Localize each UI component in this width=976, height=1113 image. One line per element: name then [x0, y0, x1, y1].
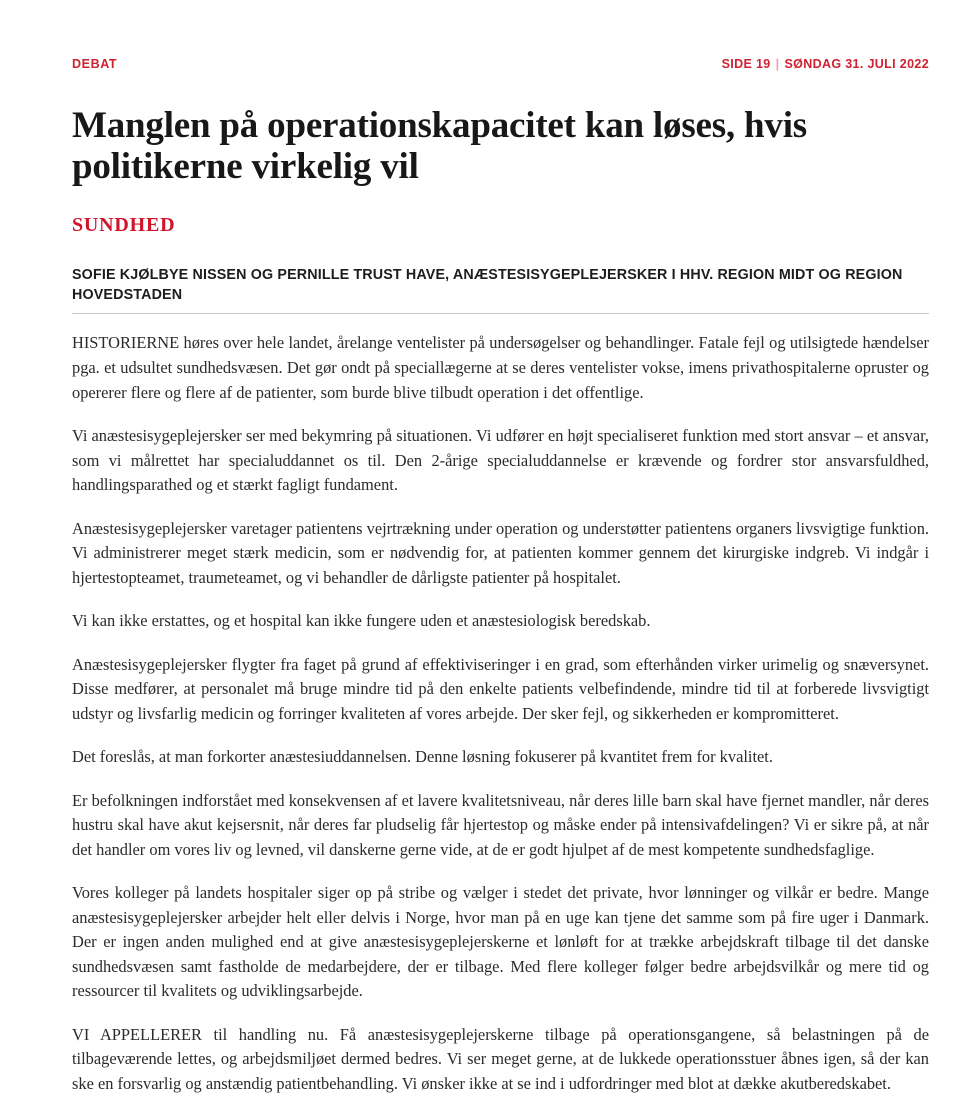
dateline-separator: |: [775, 57, 780, 71]
article-body: [72, 331, 929, 1096]
article-paragraph: Anæstesisygeplejersker flygter fra faget på grund af effektiviseringer i en grad, som efterhånden virker urimelig og snæversynet. Disse medfører, at personalet må bruge mindre tid på den enkelte patients velbefindende, mindre tid til at forberede livsvigtigt udstyr og livsfarlig medicin og forringer kvaliteten af vores arbejde. Der sker fejl, og sikkerheden er kompromitteret.: [72, 654, 929, 723]
masthead: [72, 0, 929, 79]
article-paragraph: Er befolkningen indforstået med konsekvensen af et lavere kvalitetsniveau, når deres lille barn skal have fjernet mandler, når deres hustru skal have akut kejsersnit, når deres far pludselig får hjertestop og måske ender på intensivafdelingen? Vi er sikre på, at når det handler om vores liv og levned, vil danskerne gerne vide, at de er godt hjulpet af de mest kompetente sundhedsfaglige.: [72, 790, 929, 859]
article-paragraph: Anæstesisygeplejersker varetager patientens vejrtrækning under operation og understøtter patientens organers livsvigtige funktion. Vi administrerer meget stærk medicin, som er nødvendig for, at patienten kommer gennem det kirurgiske indgreb. Vi indgår i hjertestopteamet, traumeteamet, og vi behandler de dårligste patienter på hospitalet.: [72, 518, 929, 587]
publication-date: SØNDAG 31. JULI 2022: [784, 57, 929, 71]
article-paragraph: HISTORIERNE høres over hele landet, årelange ventelister på undersøgelser og behandlinger. Fatale fejl og utilsigtede hændelser pga. et udsultet sundhedsvæsen. Det gør ondt på speciallægerne at se deres ventelister vokse, imens privathospitalerne opruster og opererer flere og flere af de patienter, som burde blive tilbudt operation i det offentlige.: [72, 333, 929, 402]
article-paragraph: Vi kan ikke erstattes, og et hospital kan ikke fungere uden et anæstesiologisk beredskab.: [72, 611, 651, 631]
topic-label: SUNDHED: [72, 213, 176, 236]
article-paragraph: Vores kolleger på landets hospitaler siger op på stribe og vælger i stedet det private, hvor lønninger og vilkår er bedre. Mange anæstesisygeplejersker arbejder helt eller delvis i Norge, hvor man på en uge kan tjene det samme som på fire uger i Danmark. Der er ingen anden mulighed end at give anæstesisygeplejerskerne et lønløft for at trække arbejdskraft tilbage til det danske sundhedsvæsen samt fastholde de medarbejdere, der er tilbage. Med flere kolleger følger bedre arbejdsvilkår og mere tid og ressourcer til kvalitets og udviklingsarbejde.: [72, 883, 929, 1001]
page-number-label: SIDE 19: [721, 57, 771, 71]
dateline: [722, 57, 929, 71]
article-paragraph: Det foreslås, at man forkorter anæstesiuddannelsen. Denne løsning fokuserer på kvantitet frem for kvalitet.: [72, 747, 773, 767]
byline-divider: [72, 313, 929, 314]
byline: SOFIE KJØLBYE NISSEN OG PERNILLE TRUST HAVE, ANÆSTESISYGEPLEJERSKER I HHV. REGION MIDT OG REGION HOVEDSTADEN: [72, 266, 903, 304]
article-paragraph: Vi anæstesisygeplejersker ser med bekymring på situationen. Vi udfører en højt specialiseret funktion med stort ansvar – et ansvar, som vi målrettet har specialuddannet os til. Den 2-årige specialuddannelse er krævende og fordrer stor ansvarsfuldhed, handlingsparathed og et stærkt fagligt fundament.: [72, 426, 929, 495]
section-kicker: DEBAT: [72, 57, 118, 71]
page-title: Manglen på operationskapacitet kan løses, hvis politikerne virkelig vil: [72, 105, 807, 188]
article-paragraph: VI APPELLERER til handling nu. Få anæstesisygeplejerskerne tilbage på operationsgangene, så belastningen på de tilbageværende lettes, og arbejdsmiljøet dermed bedres. Vi ser meget gerne, at de lukkede operationsstuer åbnes igen, så der kan ske en forsvarlig og anstændig patientbehandling. Vi ønsker ikke at se ind i udfordringer med blot at dække akutberedskabet.: [72, 1024, 929, 1093]
